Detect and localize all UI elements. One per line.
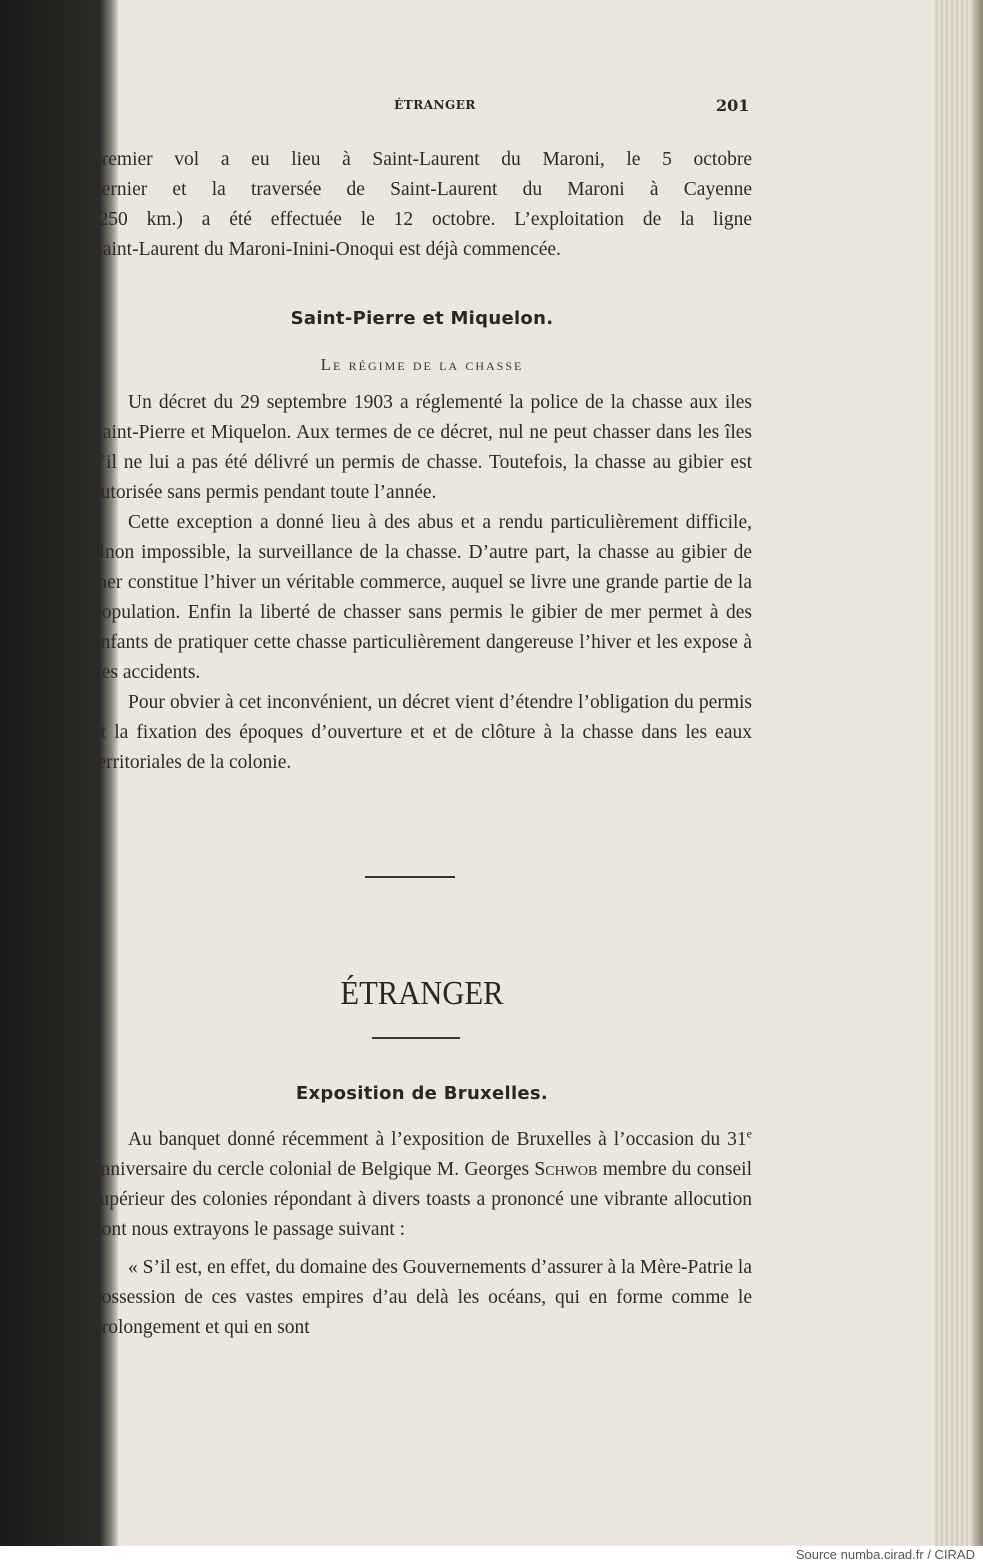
person-name: Schwob: [534, 1159, 598, 1180]
superscript: e: [746, 1126, 752, 1141]
paragraph: [92, 1125, 752, 1245]
section-subheading-chasse: Le régime de la chasse: [320, 355, 524, 374]
intro-line: (250 km.) a été effectuée le 12 octobre. L’exploitation de la ligne: [92, 209, 752, 230]
paragraph-text: membre du conseil supérieur des colonies répondant à divers toasts a prononcé une vibrante allocution dont nous extrayons le passage suivant :: [92, 1159, 752, 1240]
quote-paragraph: « S’il est, en effet, du domaine des Gouvernements d’assurer à la Mère-Patrie la possession de ces vastes empires d’au delà les océans, qui en forme comme le prolongement et qui en sont: [92, 1257, 752, 1338]
section-heading-bruxelles: Exposition de Bruxelles.: [295, 1083, 549, 1104]
paragraph-text: Au banquet donné récemment à l’exposition de Bruxelles à l’occasion du 31: [128, 1129, 747, 1150]
paragraph-text: anniversaire du cercle colonial de Belgique M. Georges: [92, 1159, 535, 1180]
paragraph: Cette exception a donné lieu à des abus et a rendu particulièrement difficile, sinon impossible, la surveillance de la chasse. D’autre part, la chasse au gibier de mer constitue l’hiver un véritable commerce, auquel se livre une grande partie de la population. Enfin la liberté de chasser sans permis le gibier de mer permet à des enfants de pratiquer cette chasse particulièrement dangereuse l’hiver et les expose à des accidents.: [92, 512, 752, 683]
intro-paragraph: [92, 145, 752, 265]
intro-line: premier vol a eu lieu à Saint-Laurent du Maroni, le 5 octobre: [92, 149, 752, 170]
section2-body: [92, 1125, 752, 1343]
section1-body: [92, 388, 752, 778]
section-divider: [365, 876, 455, 878]
page-stack-shadow: [973, 0, 983, 1546]
chapter-title: ÉTRANGER: [340, 975, 504, 1012]
running-head: ÉTRANGER: [394, 98, 476, 112]
paragraph: Un décret du 29 septembre 1903 a réglementé la police de la chasse aux iles Saint-Pierre et Miquelon. Aux termes de ce décret, nul ne peut chasser dans les îles s’il ne lui a pas été délivré un permis de chasse. Toutefois, la chasse au gibier est autorisée sans permis pendant toute l’année.: [92, 392, 752, 503]
title-underline: [372, 1037, 460, 1039]
section-heading-saint-pierre: Saint-Pierre et Miquelon.: [290, 308, 554, 329]
intro-line: dernier et la traversée de Saint-Laurent du Maroni à Cayenne: [92, 179, 752, 200]
page-number: 201: [716, 96, 750, 115]
source-credit: Source numba.cirad.fr / CIRAD: [795, 1547, 975, 1562]
intro-line: Saint-Laurent du Maroni-Inini-Onoqui est déjà commencée.: [92, 239, 561, 260]
paragraph: Pour obvier à cet inconvénient, un décret vient d’étendre l’obligation du permis et la fixation des époques d’ouverture et et de clôture à la chasse dans les eaux territoriales de la colonie.: [92, 692, 752, 773]
